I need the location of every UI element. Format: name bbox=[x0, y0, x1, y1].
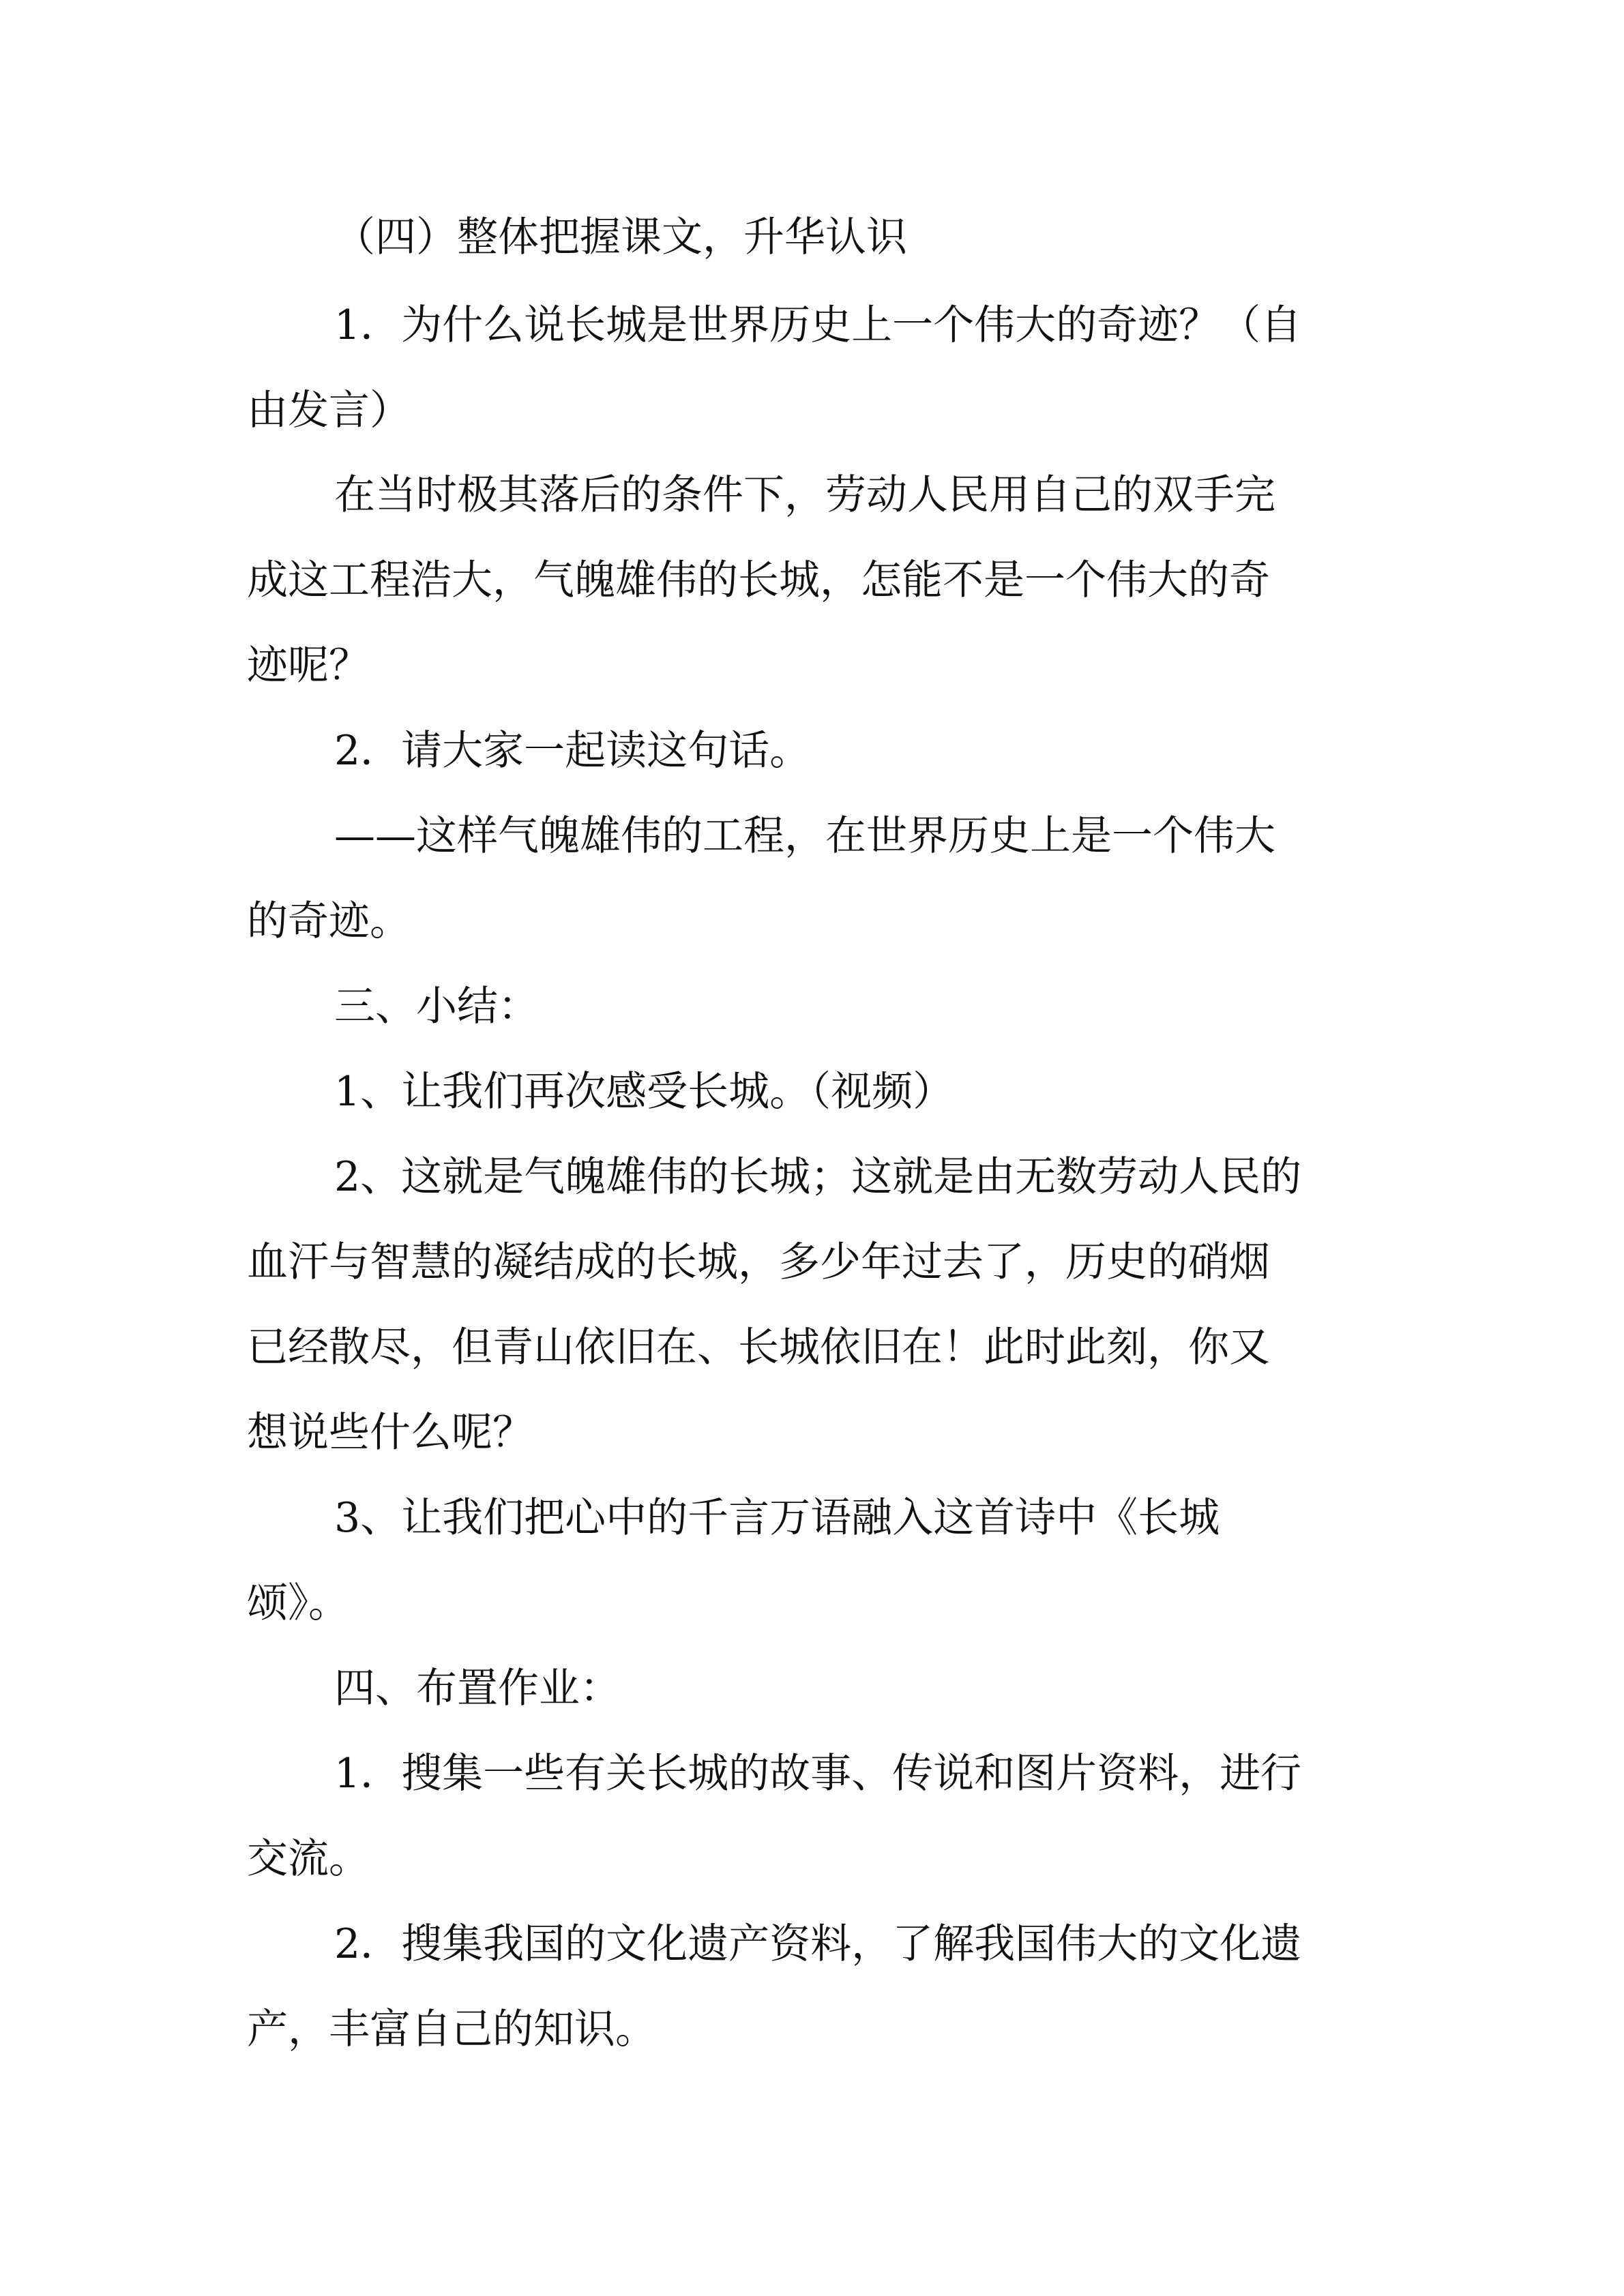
paragraph-line: 2．搜集我国的文化遗产资料，了解我国伟大的文化遗 bbox=[334, 1920, 1302, 1968]
paragraph-line: 迹呢？ bbox=[247, 642, 370, 689]
paragraph-line: 3、让我们把心中的千言万语融入这首诗中《长城 bbox=[334, 1494, 1220, 1542]
paragraph-line: 1．搜集一些有关长城的故事、传说和图片资料，进行 bbox=[334, 1750, 1302, 1798]
paragraph-line: 产，丰富自己的知识。 bbox=[247, 2006, 656, 2053]
section-heading-summary: 三、小结： bbox=[334, 983, 539, 1030]
paragraph-line: 2、这就是气魄雄伟的长城；这就是由无数劳动人民的 bbox=[334, 1153, 1302, 1201]
paragraph-line: 2．请大家一起读这句话。 bbox=[334, 727, 811, 775]
paragraph-line: 1、让我们再次感受长城。（视频） bbox=[334, 1068, 954, 1116]
paragraph-line: 想说些什么呢？ bbox=[247, 1409, 533, 1457]
paragraph-line: 由发言） bbox=[247, 387, 411, 434]
paragraph-line: 血汗与智慧的凝结成的长城，多少年过去了，历史的硝烟 bbox=[247, 1238, 1270, 1286]
paragraph-line: 在当时极其落后的条件下，劳动人民用自己的双手完 bbox=[334, 471, 1275, 519]
paragraph-line: 交流。 bbox=[247, 1835, 370, 1883]
quote-line: ——这样气魄雄伟的工程，在世界历史上是一个伟大 bbox=[334, 812, 1275, 860]
section-heading-homework: 四、布置作业： bbox=[334, 1665, 621, 1712]
paragraph-line: 颂》。 bbox=[247, 1579, 349, 1627]
quote-line: 的奇迹。 bbox=[247, 897, 411, 945]
section-heading-4: （四）整体把握课文，升华认识 bbox=[334, 213, 907, 261]
paragraph-line: 已经散尽，但青山依旧在、长城依旧在！此时此刻，你又 bbox=[247, 1324, 1270, 1371]
paragraph-line: 1．为什么说长城是世界历史上一个伟大的奇迹？（自 bbox=[334, 301, 1302, 349]
paragraph-line: 成这工程浩大，气魄雄伟的长城，怎能不是一个伟大的奇 bbox=[247, 556, 1270, 604]
